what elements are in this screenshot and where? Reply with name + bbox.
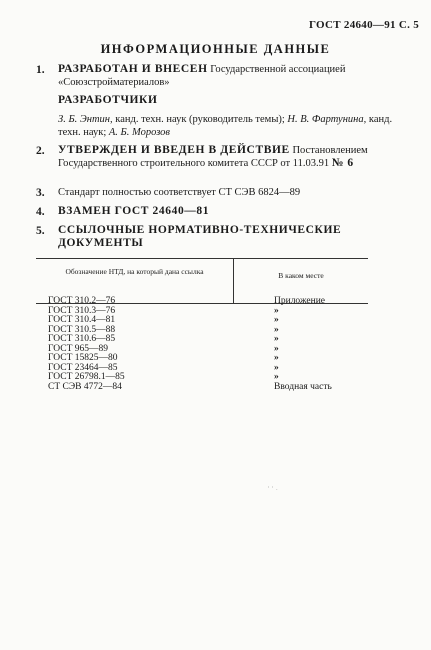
developer-role: канд. техн. наук; — [58, 114, 393, 138]
column-header-place: В каком месте — [278, 271, 324, 280]
table-row — [48, 381, 332, 393]
print-mark: ' ' . — [268, 487, 279, 492]
page-title: ИНФОРМАЦИОННЫЕ ДАННЫЕ — [100, 42, 331, 56]
section-number: 5. — [36, 225, 45, 237]
section-5 — [36, 224, 413, 250]
section-number: 3. — [36, 187, 45, 199]
reference-place: » — [274, 372, 279, 382]
section-4 — [36, 205, 413, 218]
section-heading: ССЫЛОЧНЫЕ НОРМАТИВНО-ТЕХНИЧЕСКИЕ ДОКУМЕНТЫ — [58, 224, 342, 249]
decree-number: № 6 — [331, 157, 354, 169]
reference-place: » — [274, 343, 279, 354]
section-heading: ВЗАМЕН ГОСТ 24640—81 — [58, 205, 210, 217]
section-number: 2. — [36, 145, 45, 157]
document-designation: ГОСТ 310.6—85 — [48, 334, 116, 344]
section-text: Государственной ассоциацией «Союзстройматериалов» — [58, 64, 346, 88]
document-designation: ГОСТ 15825—80 — [48, 353, 118, 363]
developer-role: канд. техн. наук (руководитель темы); — [112, 114, 288, 125]
section-text: Постановлением Государственного строительного комитета СССР от 11.03.91 — [58, 145, 368, 169]
developers-heading: РАЗРАБОТЧИКИ — [58, 94, 158, 106]
reference-place: » — [274, 353, 279, 363]
reference-place: » — [274, 362, 279, 373]
section-text: Стандарт полностью соответствует СТ СЭВ 6824—89 — [58, 187, 301, 198]
reference-place: » — [274, 324, 279, 335]
document-designation: ГОСТ 310.2—76 — [48, 296, 116, 306]
developer-name: З. Б. Энтин, — [58, 114, 113, 125]
document-designation: СТ СЭВ 4772—84 — [48, 381, 122, 392]
document-designation: ГОСТ 310.4—81 — [48, 315, 116, 325]
section-number: 1. — [36, 64, 45, 76]
reference-place: Вводная часть — [274, 381, 332, 392]
section-3 — [36, 186, 413, 199]
document-designation: ГОСТ 965—89 — [48, 343, 108, 354]
document-designation: ГОСТ 310.3—76 — [48, 305, 116, 316]
developer-name: А. Б. Морозов — [108, 127, 170, 138]
reference-place: » — [274, 315, 279, 325]
section-number: 4. — [36, 206, 45, 218]
reference-place: Приложение — [274, 296, 325, 306]
section-heading: УТВЕРЖДЕН И ВВЕДЕН В ДЕЙСТВИЕ — [58, 144, 290, 156]
document-designation: ГОСТ 310.5—88 — [48, 324, 116, 335]
document-designation: ГОСТ 23464—85 — [48, 362, 118, 373]
section-heading: РАЗРАБОТАН И ВНЕСЕН — [58, 63, 208, 75]
developers-list — [36, 113, 413, 139]
column-header-document: Обозначение НТД, на который дана ссылка — [65, 267, 204, 276]
reference-table-body — [48, 296, 332, 392]
developer-name: Н. В. Фартунина, — [287, 114, 367, 125]
section-1 — [36, 63, 413, 89]
reference-place: » — [274, 305, 279, 316]
document-designation: ГОСТ 26798.1—85 — [48, 372, 125, 382]
page-header: ГОСТ 24640—91 С. 5 — [308, 19, 419, 31]
reference-place: » — [274, 334, 279, 344]
section-2 — [36, 144, 413, 170]
